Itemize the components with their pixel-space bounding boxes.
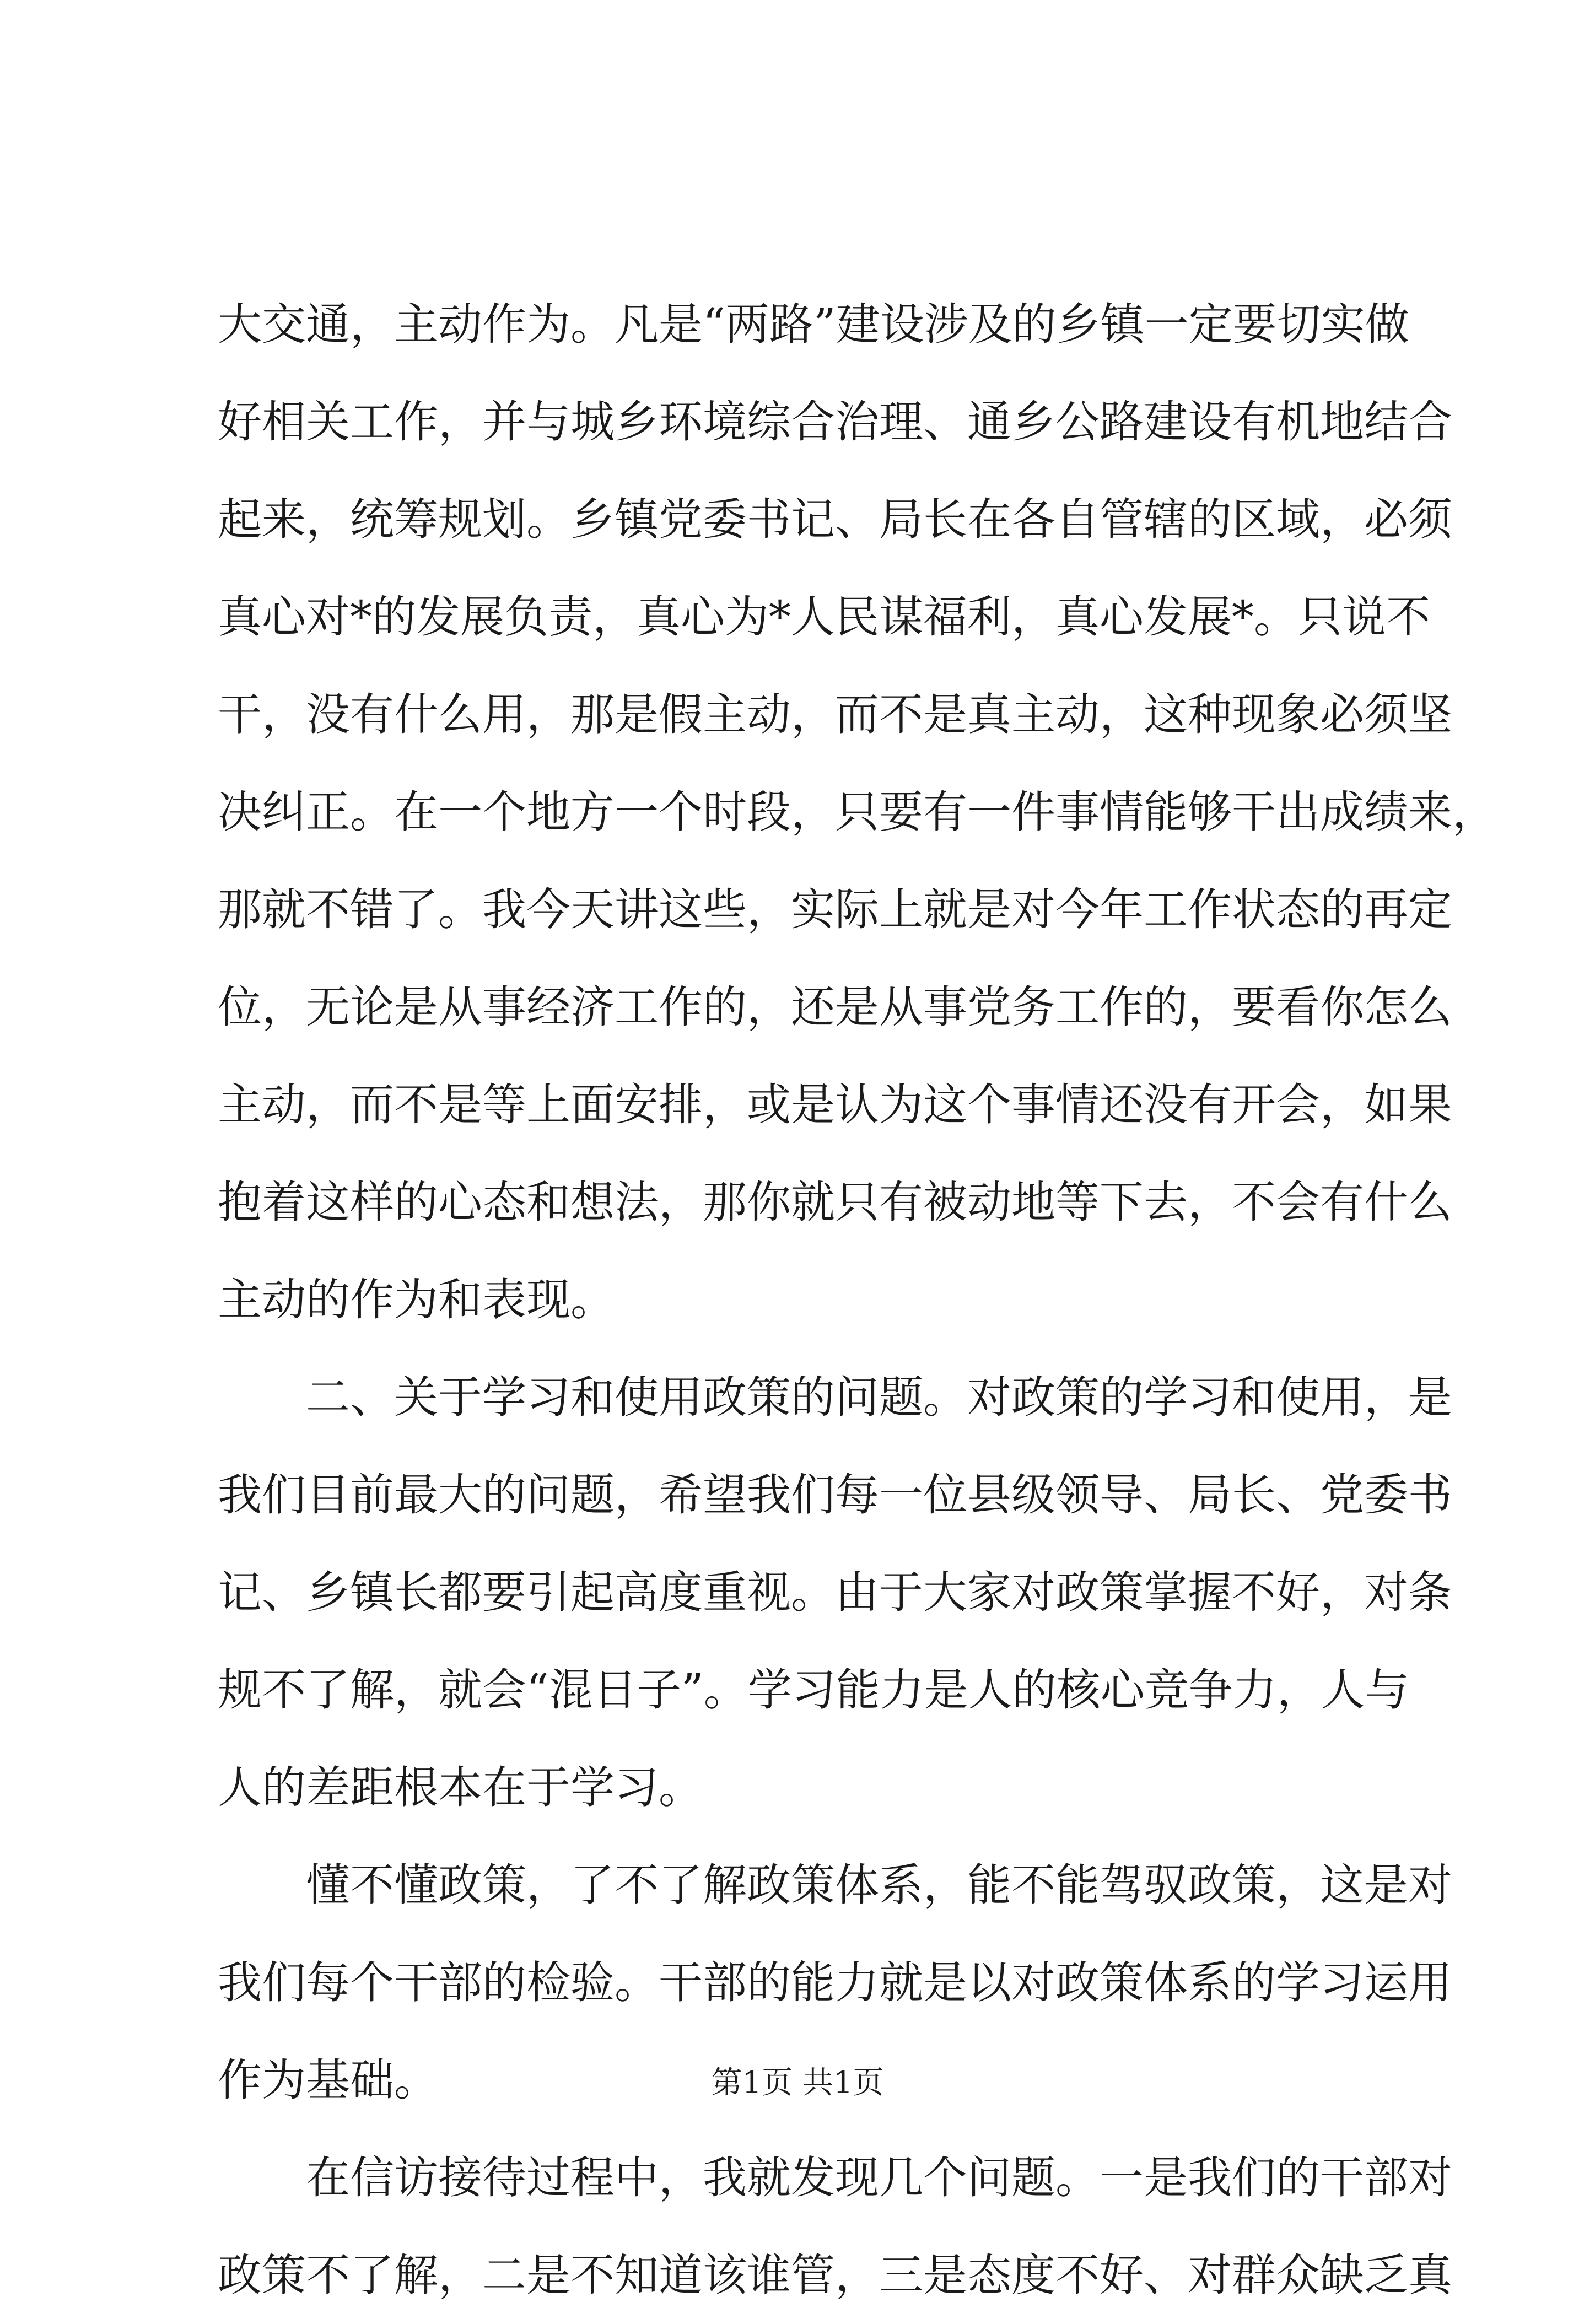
text-line: 我们每个干部的检验。干部的能力就是以对政策体系的学习运用 (218, 1957, 1452, 2008)
text-line: 起来，统筹规划。乡镇党委书记、局长在各自管辖的区域，必须 (218, 494, 1452, 545)
text-line: 决纠正。在一个地方一个时段，只要有一件事情能够干出成绩来， (218, 786, 1496, 838)
text-line: 懂不懂政策，了不了解政策体系，能不能驾驭政策，这是对 (218, 1859, 1452, 1911)
text-line: 干，没有什么用，那是假主动，而不是真主动，这种现象必须坚 (218, 689, 1452, 740)
text-line: 人的差距根本在于学习。 (218, 1762, 703, 1813)
text-line: 抱着这样的心态和想法，那你就只有被动地等下去，不会有什么 (218, 1177, 1452, 1228)
text-line: 真心对*的发展负责，真心为*人民谋福利，真心发展*。只说不 (218, 591, 1430, 643)
text-line: 大交通，主动作为。凡是“两路”建设涉及的乡镇一定要切实做 (218, 299, 1409, 350)
text-line: 政策不了解，二是不知道该谁管，三是态度不好、对群众缺乏真 (218, 2250, 1452, 2301)
text-line: 规不了解，就会“混日子”。学习能力是人的核心竞争力，人与 (218, 1664, 1409, 1716)
text-line: 那就不错了。我今天讲这些，实际上就是对今年工作状态的再定 (218, 884, 1452, 935)
text-line: 作为基础。 (218, 2055, 438, 2106)
text-line: 二、关于学习和使用政策的问题。对政策的学习和使用，是 (218, 1372, 1452, 1423)
text-line: 主动的作为和表现。 (218, 1274, 615, 1325)
text-line: 在信访接待过程中，我就发现几个问题。一是我们的干部对 (218, 2152, 1452, 2203)
body-text (218, 276, 1496, 2324)
text-line: 记、乡镇长都要引起高度重视。由于大家对政策掌握不好，对条 (218, 1567, 1452, 1618)
page-footer (0, 2061, 1595, 2105)
page-number: 第1页 共1页 (711, 2065, 884, 2101)
text-line: 主动，而不是等上面安排，或是认为这个事情还没有开会，如果 (218, 1079, 1452, 1130)
text-line: 我们目前最大的问题，希望我们每一位县级领导、局长、党委书 (218, 1469, 1452, 1520)
text-line: 好相关工作，并与城乡环境综合治理、通乡公路建设有机地结合 (218, 396, 1452, 447)
text-line: 位，无论是从事经济工作的，还是从事党务工作的，要看你怎么 (218, 982, 1452, 1033)
